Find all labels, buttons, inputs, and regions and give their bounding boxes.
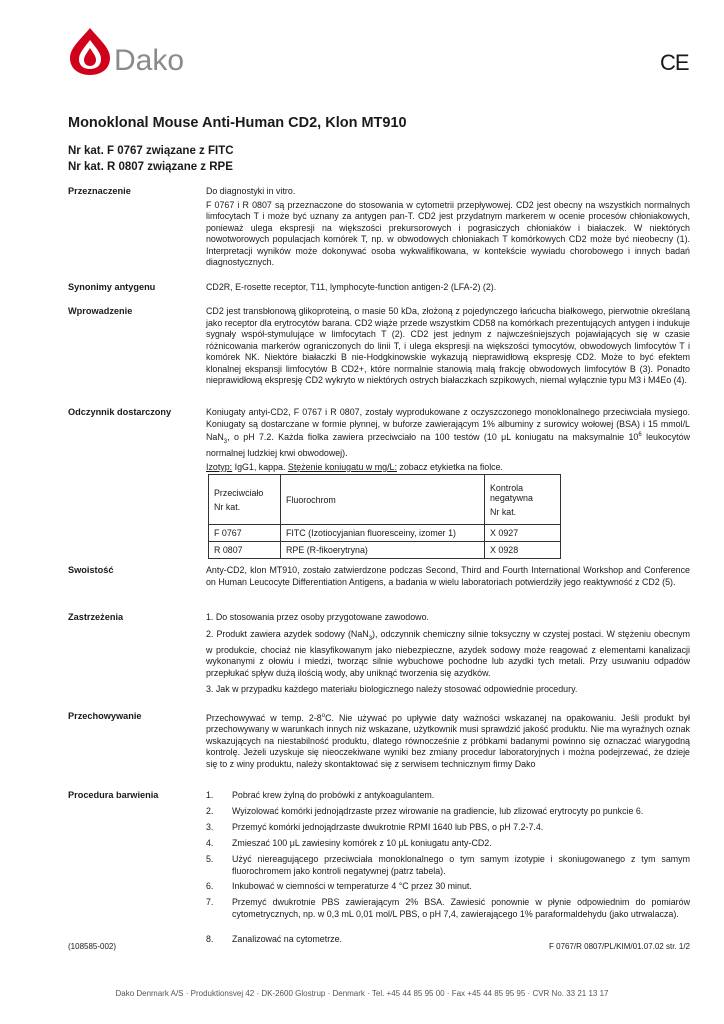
table-cell: FITC (Izotiocyjanian fluoresceiny, izomer 1): [281, 525, 485, 542]
section-label-przechowywanie: Przechowywanie: [68, 711, 142, 721]
table-header-row: [209, 475, 561, 525]
procedure-step: 6. Inkubować w ciemności w temperaturze 4 °C przez 30 minut.: [206, 881, 472, 891]
section-label-swoistosc: Swoistość: [68, 565, 114, 575]
isotype-line: Izotyp: IgG1, kappa. Stężenie koniugatu w mg/L: zobacz etykietka na fiolce.: [206, 461, 504, 472]
section-body-przechowywanie: Przechowywać w temp. 2-8$^o$C. Nie używać po upływie daty ważności wskazanej na opakowaniu. Jeśli produkt był przechowywany w warunkach innych niż wskazane, użytkownik musi sprawdzić jakość produktu. Nie ma wyraźnych oznak wskazujących na niestabilność produktu, dlatego równocześnie z próbkami badanymi powinno się oznaczać wiarygodną kontrolę. Jeżeli uzyskuje się nieoczekiwane wyniki bez zmiany procedur laboratoryjnych i można podejrzewać, że dzieje się to z winy produktu, należy skontaktować się z serwisem technicznym firmy Dako: [206, 712, 690, 769]
procedure-step: 1. Pobrać krew żylną do probówki z antykoagulantem.: [206, 790, 435, 800]
section-body-synonimy: CD2R, E-rosette receptor, T11, lymphocyte-function antigen-2 (LFA-2) (2).: [206, 282, 497, 292]
table-row: [209, 542, 561, 559]
procedure-step: 5. Użyć niereagującego przeciwciała monoklonalnego o tym samym izotypie i skoniugowanego z tym samym fluorochromem jako kontroli negatywnej (patrz tabela).: [206, 854, 690, 876]
section-label-odczynnik: Odczynnik dostarczony: [68, 407, 172, 417]
document-id: (108585-002): [68, 942, 117, 951]
dako-logo: [68, 26, 193, 76]
section-body-przeznaczenie: [206, 186, 690, 271]
table-row: [209, 525, 561, 542]
table-cell: RPE (R-fikoerytryna): [281, 542, 485, 559]
section-body-wprowadzenie: CD2 jest transbłonową glikoproteiną, o masie 50 kDa, złożoną z pojedynczego łańcucha białkowego, pierwotnie określaną jako receptor dla erytrocytów barana. CD2 wiąże przede wszystkim CD58 na komórkach prezentujących antygen i indukuje sygnały współ-stymulujące w limfocytach T (2). CD2 jest jednym z najwcześniejszych pojawiających się w czasie różnicowania markerów ograniczonych do linii T, i ulega ekspresji na większości tymocytów, obwodowych limfocytów T i komórek NK. Niektóre białaczki B nie-Hodgkinowskie wykazują nieprawidłową ekspresję CD2. Może to być efektem klonalnej ekspansji limfocytów B CD2+, które normalnie stanowią małą frakcję obwodowych limfocytów B (3). Ponadto nieprawidłową ekspresję CD2 wykryto w niektórych ostrych białaczkach szpikowych, niemal wyłącznie typu M3 i M4Eo (4).: [206, 306, 690, 385]
section-label-synonimy: Synonimy antygenu: [68, 282, 156, 292]
table-cell: X 0927: [485, 525, 561, 542]
caution-item: 3. Jak w przypadku każdego materiału biologicznego należy stosować odpowiednie procedury.: [206, 684, 578, 695]
section-label-wprowadzenie: Wprowadzenie: [68, 306, 133, 316]
section-body-odczynnik: [206, 407, 690, 475]
dako-wordmark: Dako: [114, 44, 185, 76]
procedure-step: 3. Przemyć komórki jednojądrzaste dwukrotnie RPMI 1640 lub PBS, o pH 7.2-7.4.: [206, 822, 544, 832]
page-title: Monoklonal Mouse Anti-Human CD2, Klon MT910: [68, 115, 407, 131]
table-header-cell: Fluorochrom: [281, 475, 485, 525]
section-label-procedura: Procedura barwienia: [68, 790, 159, 800]
catalog-line-fitc: Nr kat. F 0767 związane z FITC: [68, 145, 234, 157]
table-header-cell: Kontrola negatywna Nr kat.: [485, 475, 561, 525]
procedure-step: 4. Zmieszać 100 μL zawiesiny komórek z 10 μL koniugatu anty-CD2.: [206, 838, 492, 848]
table-cell: F 0767: [209, 525, 281, 542]
reagent-description: Koniugaty antyi-CD2, F 0767 i R 0807, zostały wyprodukowane z oczyszczonego monoklonalnego przeciwciała mysiego. Koniugaty są dostarczane w formie płynnej, w buforze zawierającym 1% albuminy z surowicy wołowej (BSA) i 15 mmol/L NaN$_3$, o pH 7.2. Każda fiolka zawiera przeciwciało na 100 testów (10 μL koniugatu na maksymalnie $10^6$ leukocytów normalnej ludzkiej krwi obwodowej).: [206, 407, 690, 459]
procedure-step: 8. Zanalizować na cytometrze.: [206, 934, 342, 944]
page-reference: F 0767/R 0807/PL/KIM/01.07.02 str. 1/2: [549, 942, 690, 951]
section-label-zastrzezenia: Zastrzeżenia: [68, 612, 124, 622]
product-table: [208, 474, 561, 559]
section-body-zastrzezenia: [206, 612, 690, 698]
intended-use-description: F 0767 i R 0807 są przeznaczone do stosowania w cytometrii przepływowej. CD2 jest obecny na wszystkich normalnych limfocytach T i może być uznany za antygen pan-T. CD2 jest przydatnym markerem w ocenie procesów chłoniakowych, ponieważ ulega ekspresji na większości prekursorowych i pograsiczych chłoniaków i białaczek. W niektórych nowotworowych populacjach komórek T, np. w obwodowych chłoniakach T komórkowych CD2 może być nieobecny (1). Interpretacji wyników może dokonywać osoba wykwalifikowana, w kontekście wywiadu chorobowego i innych badań diagnostycznych.: [206, 199, 690, 267]
ce-mark: CE: [660, 50, 689, 75]
section-body-swoistosc: Anty-CD2, klon MT910, zostało zatwierdzone podczas Second, Third and Fourth International Workshop and Conference on Human Leucocyte Differentiation Antigens, a badania w wielu laboratoriach potwierdziły jego reaktywność z CD2 (5).: [206, 565, 690, 587]
procedure-step: 2. Wyizolować komórki jednojądrzaste przez wirowanie na gradiencie, lub zlizować erytrocyty po punkcie 6.: [206, 806, 644, 816]
intended-use-line: Do diagnostyki in vitro.: [206, 186, 296, 196]
table-cell: R 0807: [209, 542, 281, 559]
caution-item: 1. Do stosowania przez osoby przygotowane zawodowo.: [206, 612, 429, 622]
section-label-przeznaczenie: Przeznaczenie: [68, 186, 131, 196]
catalog-line-rpe: Nr kat. R 0807 związane z RPE: [68, 161, 233, 173]
caution-item: 2. Produkt zawiera azydek sodowy (NaN$_3$), odczynnik chemiczny silnie toksyczny w czystej postaci. W stężeniu obecnym w produkcie, chociaż nie klasyfikowanym jako niebezpieczne, azydek sodowy może reagować z elementami kanalizacji wykonanymi z ołowiu i miedzi, tworząc silnie wybuchowe pochodne lub azydki tych metali. Przy usuwaniu odpadów przepłukać spływ dużą ilością wody, aby uniknąć tworzenia się azydków.: [206, 628, 691, 678]
procedure-step: 7. Przemyć dwukrotnie PBS zawierającym 2% BSA. Zawiesić ponownie w płynie odpowiednim do pomiarów cytometrycznych, np. w 0,3 mL 0,01 mol/L PBS, o pH 7,4, zawierającego 1% paraformaldehydu (jako utrwalacza).: [206, 897, 690, 919]
table-cell: X 0928: [485, 542, 561, 559]
company-address: Dako Denmark A/S · Produktionsvej 42 · DK-2600 Glostrup · Denmark · Tel. +45 44 85 95 00 · Fax +45 44 85 95 95 · CVR No. 33 21 13 17: [115, 989, 609, 998]
table-header-cell: Przeciwciało Nr kat.: [209, 475, 281, 525]
